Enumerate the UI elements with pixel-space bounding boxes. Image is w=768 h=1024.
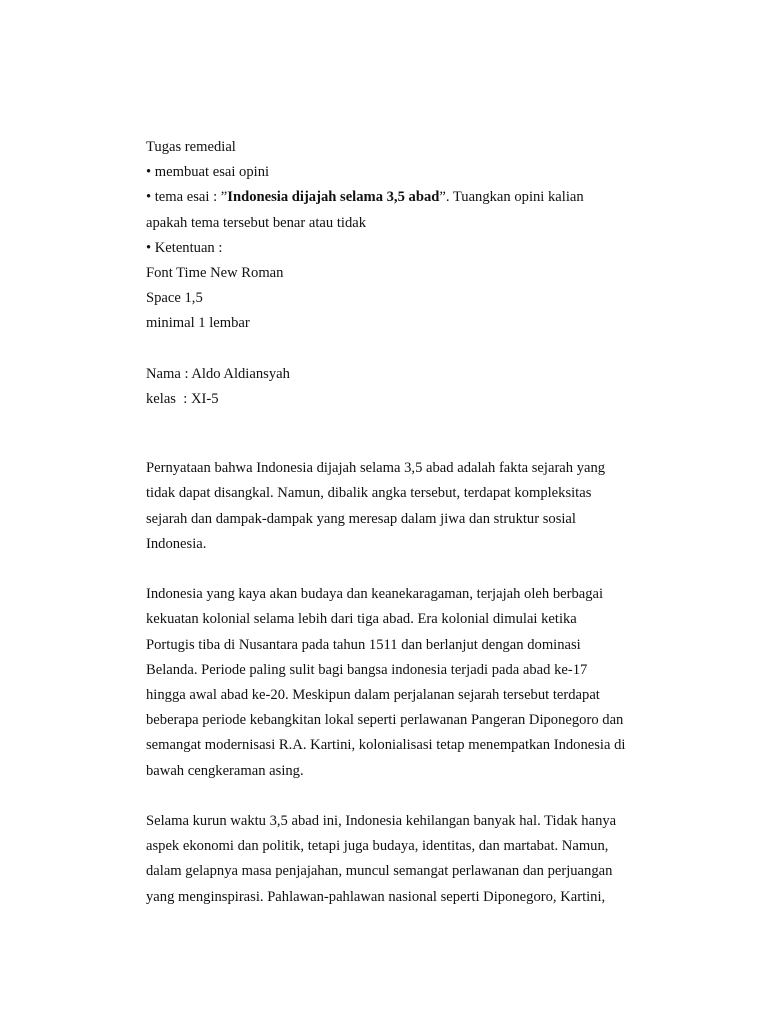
paragraph-line: Portugis tiba di Nusantara pada tahun 1511 dan berlanjut dengan dominasi <box>146 636 581 653</box>
theme-suffix: ”. Tuangkan opini kalian <box>439 189 584 206</box>
requirement-font: Font Time New Roman <box>146 265 284 282</box>
document-page <box>146 135 666 910</box>
paragraph-line: yang menginspirasi. Pahlawan-pahlawan nasional seperti Diponegoro, Kartini, <box>146 888 606 905</box>
paragraph-line: dalam gelapnya masa penjajahan, muncul semangat perlawanan dan perjuangan <box>146 863 613 880</box>
paragraph-line: beberapa periode kebangkitan lokal seperti perlawanan Pangeran Diponegoro dan <box>146 712 624 729</box>
assignment-title: Tugas remedial <box>146 139 236 155</box>
requirement-length: minimal 1 lembar <box>146 315 250 332</box>
essay-paragraph-2 <box>146 582 666 784</box>
bullet-requirements: • Ketentuan : <box>146 239 223 256</box>
paragraph-line: sejarah dan dampak-dampak yang meresap dalam jiwa dan struktur sosial <box>146 510 576 527</box>
theme-bold-text: Indonesia dijajah selama 3,5 abad <box>227 189 440 206</box>
paragraph-line: kekuatan kolonial selama lebih dari tiga abad. Era kolonial dimulai ketika <box>146 611 577 628</box>
paragraph-line: hingga awal abad ke-20. Meskipun dalam perjalanan sejarah tersebut terdapat <box>146 687 600 704</box>
paragraph-line: Indonesia yang kaya akan budaya dan keanekaragaman, terjajah oleh berbagai <box>146 586 604 603</box>
bullet-essay-theme <box>146 185 666 210</box>
student-name: Nama : Aldo Aldiansyah <box>146 365 290 382</box>
paragraph-line: bawah cengkeraman asing. <box>146 762 304 779</box>
paragraph-line: tidak dapat disangkal. Namun, dibalik angka tersebut, terdapat kompleksitas <box>146 485 592 502</box>
bullet-essay-theme-continued: apakah tema tersebut benar atau tidak <box>146 214 367 231</box>
student-class: kelas : XI-5 <box>146 391 219 408</box>
essay-paragraph-1 <box>146 456 666 557</box>
paragraph-line: aspek ekonomi dan politik, tetapi juga budaya, identitas, dan martabat. Namun, <box>146 838 609 855</box>
paragraph-line: Indonesia. <box>146 535 207 552</box>
requirement-spacing: Space 1,5 <box>146 290 203 307</box>
theme-prefix: • tema esai : ” <box>146 189 228 206</box>
bullet-essay-type: • membuat esai opini <box>146 164 270 181</box>
paragraph-line: Selama kurun waktu 3,5 abad ini, Indonesia kehilangan banyak hal. Tidak hanya <box>146 813 617 830</box>
paragraph-line: semangat modernisasi R.A. Kartini, kolonialisasi tetap menempatkan Indonesia di <box>146 737 626 754</box>
paragraph-line: Belanda. Periode paling sulit bagi bangsa indonesia terjadi pada abad ke-17 <box>146 661 588 678</box>
paragraph-line: Pernyataan bahwa Indonesia dijajah selama 3,5 abad adalah fakta sejarah yang <box>146 460 606 477</box>
essay-paragraph-3 <box>146 809 666 910</box>
